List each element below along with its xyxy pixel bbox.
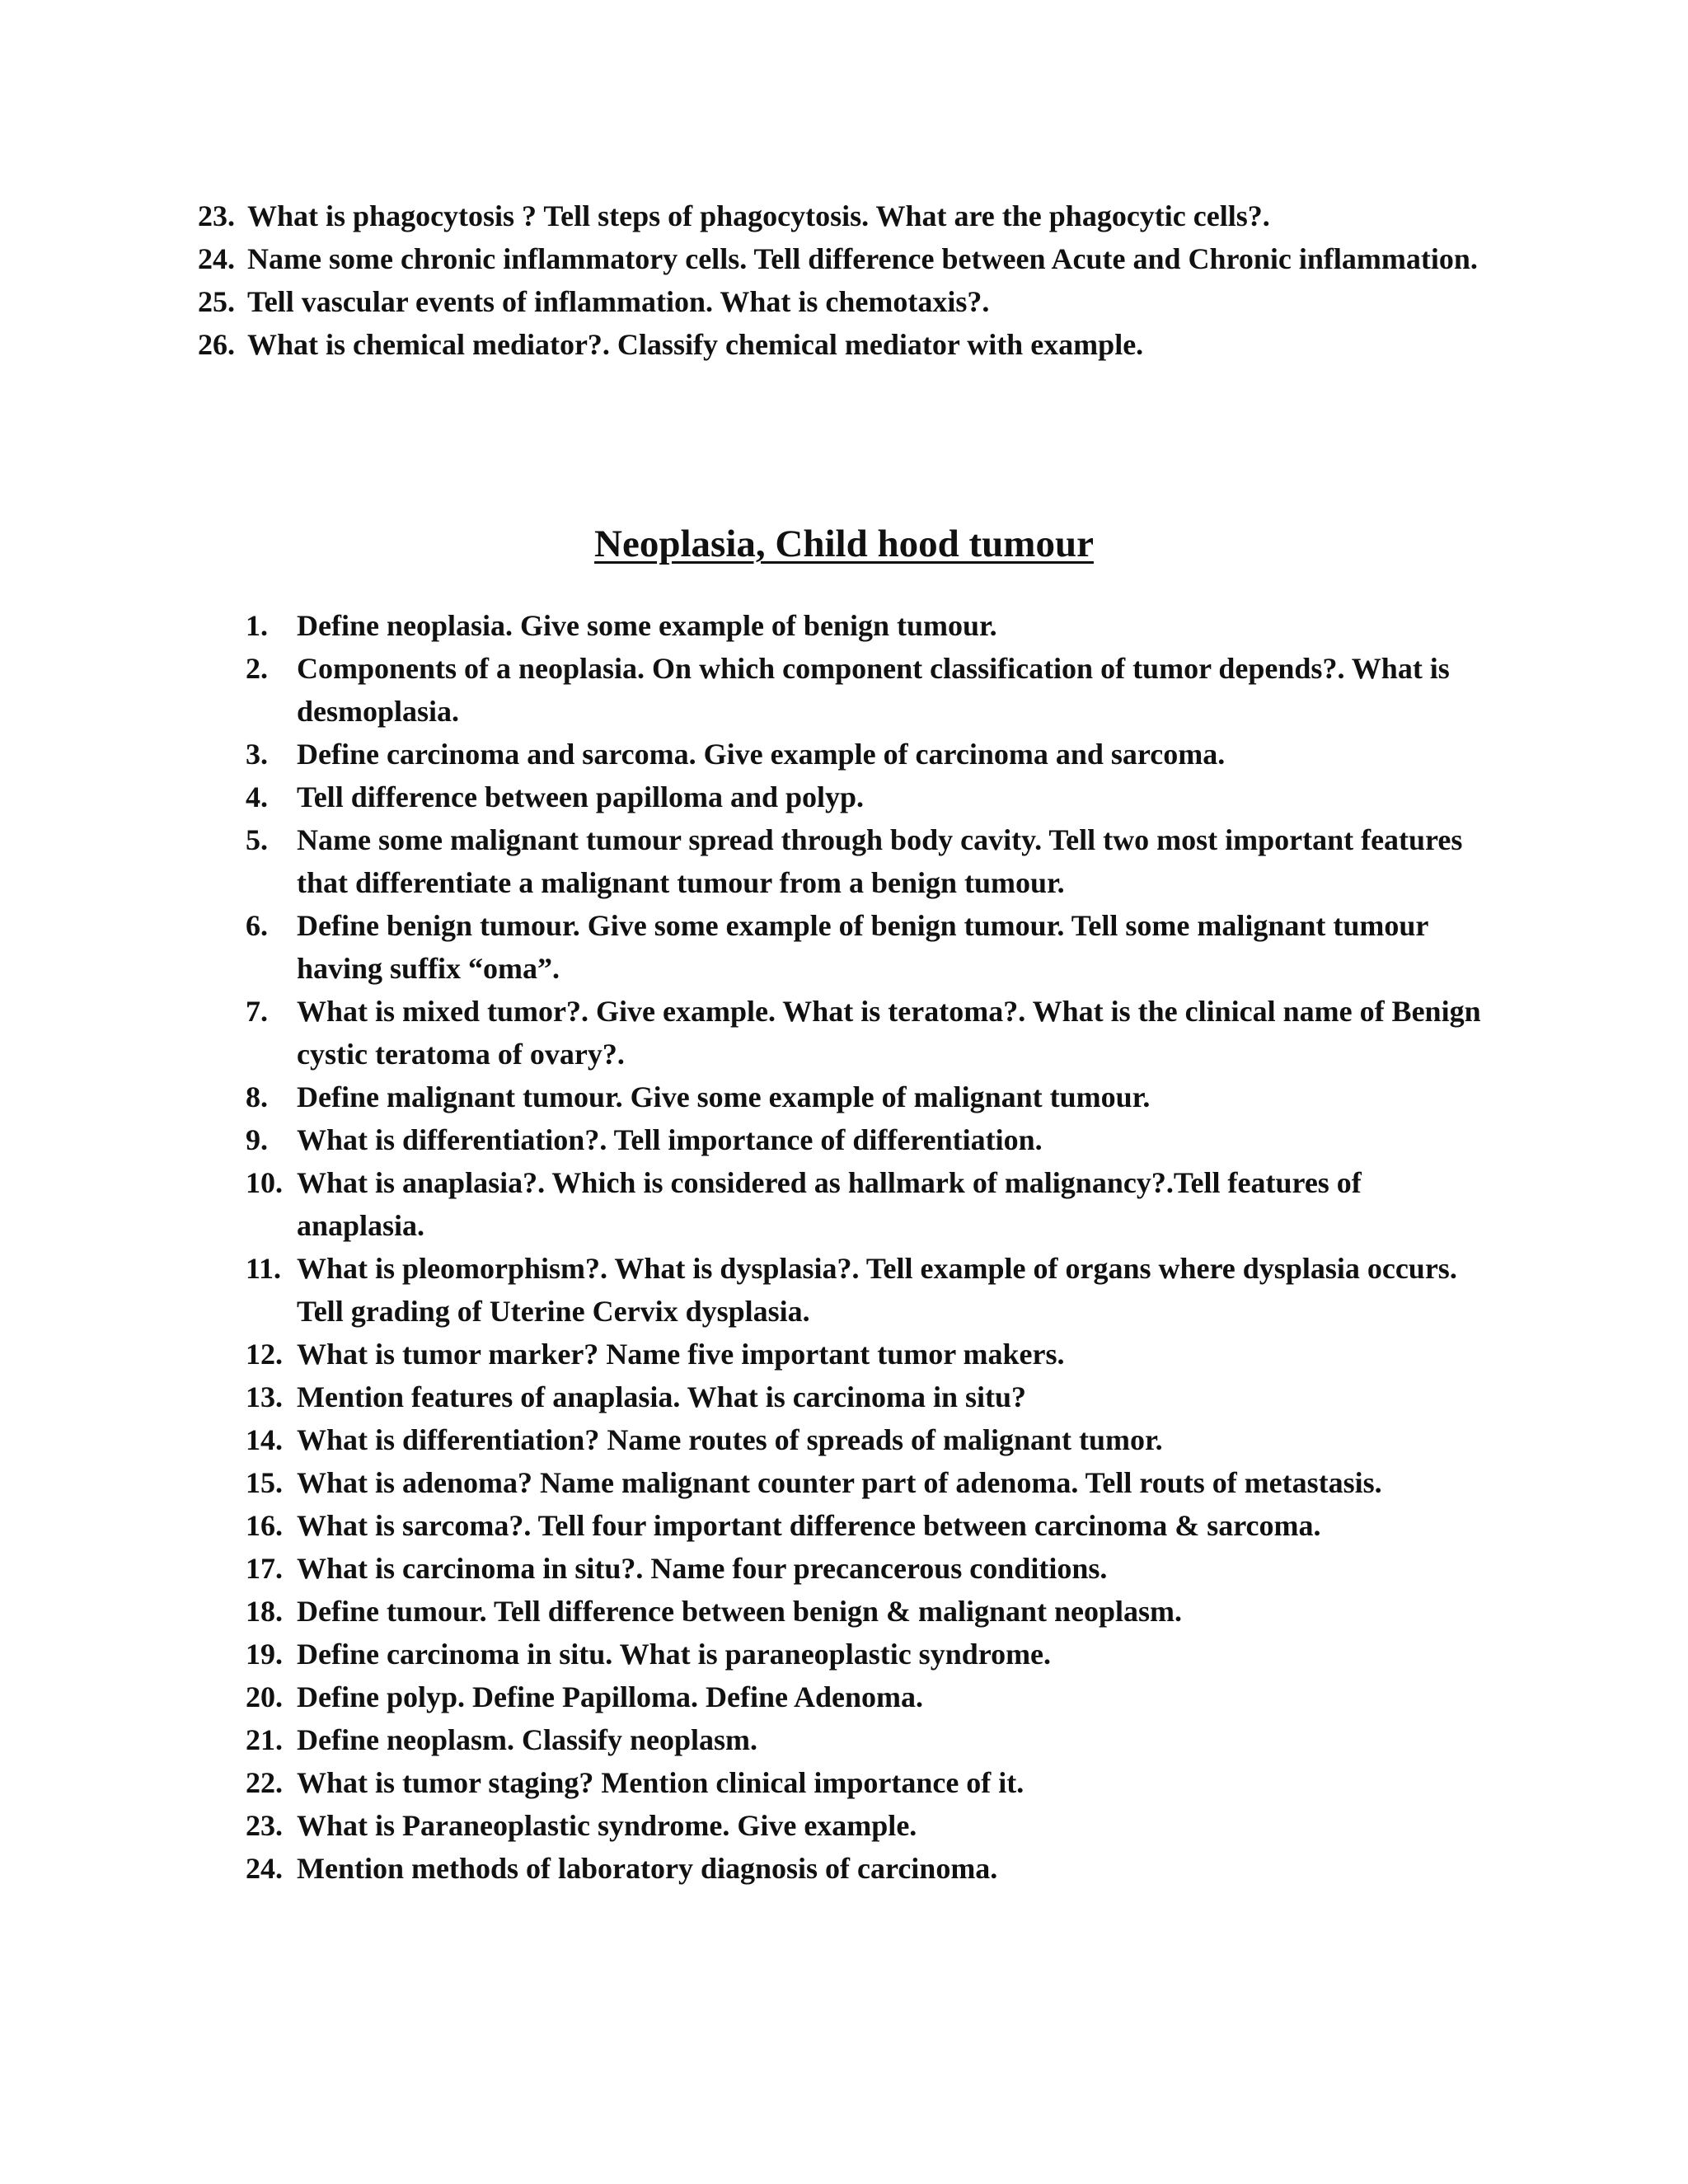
list-item [246,1718,1482,1761]
item-text: Tell difference between papilloma and polyp. [297,780,865,813]
item-number: 23. [246,1809,283,1842]
item-number: 1. [246,609,268,642]
section-heading [0,519,1688,569]
neoplasia-question-list [246,604,1482,1890]
list-item [246,604,1482,647]
item-number: 5. [246,823,268,856]
item-number: 22. [246,1766,283,1799]
list-item [246,818,1482,904]
item-text: Components of a neoplasia. On which component classification of tumor depends?. What is desmoplasia. [297,652,1450,728]
list-item [246,990,1482,1076]
item-text: What is phagocytosis ? Tell steps of phagocytosis. What are the phagocytic cells?. [247,199,1270,232]
list-item [246,1118,1482,1161]
list-item [198,323,1484,366]
item-text: Name some chronic inflammatory cells. Tell difference between Acute and Chronic inflammation. [247,242,1478,275]
item-number: 20. [246,1680,283,1713]
item-number: 14. [246,1423,283,1456]
list-item [246,1675,1482,1718]
item-text: What is differentiation?. Tell importance of differentiation. [297,1123,1043,1156]
item-number: 13. [246,1380,283,1413]
list-item [246,1761,1482,1804]
list-item [246,1418,1482,1461]
item-text: Define tumour. Tell difference between benign & malignant neoplasm. [297,1595,1183,1628]
list-item [246,1804,1482,1847]
item-number: 6. [246,909,268,942]
item-text: What is sarcoma?. Tell four important difference between carcinoma & sarcoma. [297,1509,1321,1542]
item-text: Define neoplasia. Give some example of benign tumour. [297,609,997,642]
list-item [198,280,1484,323]
item-text: Define neoplasm. Classify neoplasm. [297,1723,758,1756]
item-text: Mention features of anaplasia. What is carcinoma in situ? [297,1380,1027,1413]
list-item [246,1590,1482,1633]
item-number: 18. [246,1595,283,1628]
item-text: What is anaplasia?. Which is considered as hallmark of malignancy?.Tell features of anaplasia. [297,1166,1362,1242]
item-text: Define benign tumour. Give some example of benign tumour. Tell some malignant tumour having suffix “oma”. [297,909,1428,985]
item-number: 24. [246,1852,283,1885]
list-item [246,1333,1482,1376]
list-item [246,733,1482,776]
item-number: 7. [246,995,268,1028]
item-text: Define carcinoma and sarcoma. Give example of carcinoma and sarcoma. [297,738,1226,771]
item-number: 3. [246,738,268,771]
item-text: What is mixed tumor?. Give example. What is teratoma?. What is the clinical name of Benign cystic teratoma of ovary?. [297,995,1481,1071]
list-item [246,647,1482,733]
section-title: Neoplasia, Child hood tumour [594,523,1094,565]
item-number: 15. [246,1466,283,1499]
list-item [246,1547,1482,1590]
item-text: Name some malignant tumour spread through body cavity. Tell two most important features that differentiate a malignant tumour from a benign tumour. [297,823,1463,899]
item-number: 21. [246,1723,283,1756]
item-text: What is pleomorphism?. What is dysplasia?. Tell example of organs where dysplasia occurs. Tell grading of Uterine Cervix dysplasia. [297,1252,1457,1328]
item-text: What is Paraneoplastic syndrome. Give example. [297,1809,917,1842]
item-number: 11. [246,1252,282,1285]
item-number: 16. [246,1509,283,1542]
item-text: Define polyp. Define Papilloma. Define Adenoma. [297,1680,923,1713]
list-item [246,904,1482,990]
inflammation-question-list [198,194,1484,366]
list-item [198,194,1484,237]
item-number: 24. [198,242,235,275]
item-number: 2. [246,652,268,685]
item-text: What is chemical mediator?. Classify chemical mediator with example. [247,328,1144,361]
item-text: What is tumor marker? Name five important tumor makers. [297,1338,1065,1371]
list-item [198,237,1484,280]
list-item [246,1247,1482,1333]
list-item [246,1076,1482,1118]
item-text: What is differentiation? Name routes of spreads of malignant tumor. [297,1423,1163,1456]
item-text: What is adenoma? Name malignant counter part of adenoma. Tell routs of metastasis. [297,1466,1382,1499]
list-item [246,1161,1482,1247]
item-number: 9. [246,1123,268,1156]
item-number: 23. [198,199,235,232]
item-number: 19. [246,1638,283,1671]
list-item [246,776,1482,818]
item-number: 26. [198,328,235,361]
item-number: 10. [246,1166,283,1199]
list-item [246,1376,1482,1418]
item-number: 8. [246,1080,268,1113]
item-number: 12. [246,1338,283,1371]
list-item [246,1461,1482,1504]
list-item [246,1847,1482,1890]
item-text: Define malignant tumour. Give some example of malignant tumour. [297,1080,1151,1113]
item-number: 25. [198,285,235,318]
item-text: What is carcinoma in situ?. Name four precancerous conditions. [297,1552,1108,1585]
item-text: Define carcinoma in situ. What is paraneoplastic syndrome. [297,1638,1052,1671]
list-item [246,1504,1482,1547]
item-text: Tell vascular events of inflammation. What is chemotaxis?. [247,285,990,318]
item-text: Mention methods of laboratory diagnosis of carcinoma. [297,1852,998,1885]
item-number: 17. [246,1552,283,1585]
item-text: What is tumor staging? Mention clinical importance of it. [297,1766,1025,1799]
item-number: 4. [246,780,268,813]
list-item [246,1633,1482,1675]
